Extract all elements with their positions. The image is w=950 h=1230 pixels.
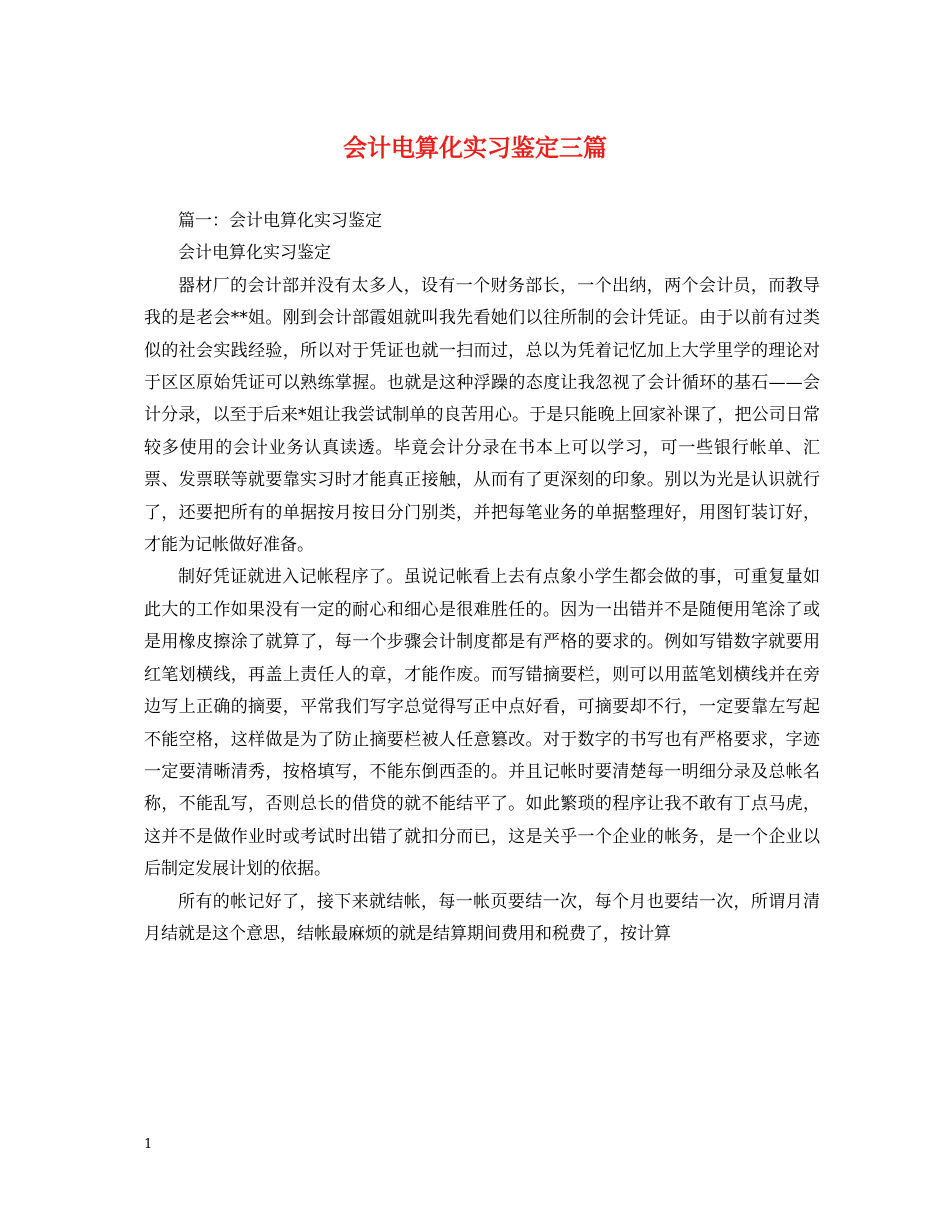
section-heading: 篇一：会计电算化实习鉴定 xyxy=(178,211,382,231)
body-paragraph: 制好凭证就进入记帐程序了。虽说记帐看上去有点象小学生都会做的事，可重复量如此大的工作如果没有一定的耐心和细心是很难胜任的。因为一出错并不是随便用笔涂了或是用橡皮擦涂了就算了，每一个步骤会计制度都是有严格的要求的。例如写错数字就要用红笔划横线，再盖上责任人的章，才能作废。而写错摘要栏，则可以用蓝笔划横线并在旁边写上正确的摘要，平常我们写字总觉得写正中点好看，可摘要却不行，一定要靠左写起不能空格，这样做是为了防止摘要栏被人任意篡改。对于数字的书写也有严格要求，字迹一定要清晰清秀，按格填写，不能东倒西歪的。并且记帐时要清楚每一明细分录及总帐名称，不能乱写，否则总长的借贷的就不能结平了。如此繁琐的程序让我不敢有丁点马虎，这并不是做作业时或考试时出错了就扣分而已，这是关乎一个企业的帐务，是一个企业以后制定发展计划的依据。 xyxy=(144,567,820,880)
document-body xyxy=(144,205,820,950)
article-subtitle: 会计电算化实习鉴定 xyxy=(178,243,331,264)
document-title: 会计电算化实习鉴定三篇 xyxy=(343,133,607,162)
body-paragraph: 器材厂的会计部并没有太多人，设有一个财务部长，一个出纳，两个会计员，而教导我的是老会**姐。刚到会计部霞姐就叫我先看她们以往所制的会计凭证。由于以前有过类似的社会实践经验，所以对于凭证也就一扫而过，总以为凭着记忆加上大学里学的理论对于区区原始凭证可以熟练掌握。也就是这种浮躁的态度让我忽视了会计循环的基石——会计分录，以至于后来*姐让我尝试制单的良苦用心。于是只能晚上回家补课了，把公司日常较多使用的会计业务认真读透。毕竟会计分录在书本上可以学习，可一些银行帐单、汇票、发票联等就要靠实习时才能真正接触，从而有了更深刻的印象。别以为光是认识就行了，还要把所有的单据按月按日分门别类，并把每笔业务的单据整理好，用图钉装订好，才能为记帐做好准备。 xyxy=(144,275,820,556)
page-number: 1 xyxy=(144,1137,153,1152)
body-paragraph: 所有的帐记好了，接下来就结帐，每一帐页要结一次，每个月也要结一次，所谓月清月结就是这个意思，结帐最麻烦的就是结算期间费用和税费了，按计算 xyxy=(144,891,820,944)
